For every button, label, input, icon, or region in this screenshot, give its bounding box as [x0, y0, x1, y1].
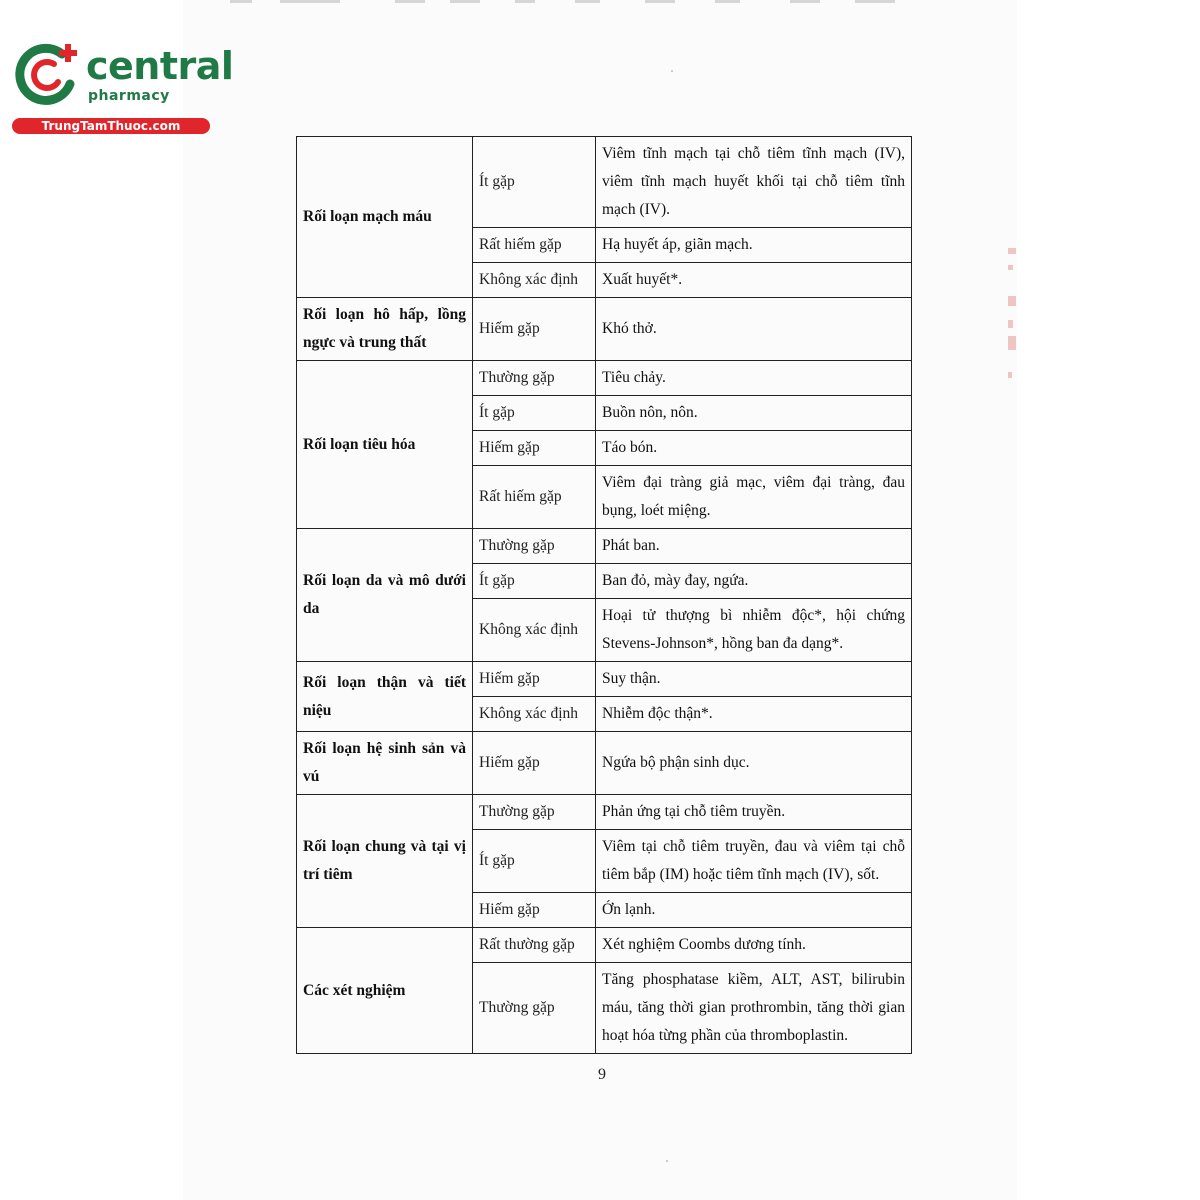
effect-cell: Xuất huyết*. [596, 263, 912, 298]
scan-top-edge [230, 0, 1020, 3]
table-row [297, 361, 912, 396]
organ-class-cell: Rối loạn hệ sinh sản và vú [297, 732, 473, 795]
effect-cell: Phản ứng tại chỗ tiêm truyền. [596, 795, 912, 830]
effect-cell: Viêm đại tràng giả mạc, viêm đại tràng, đau bụng, loét miệng. [596, 466, 912, 529]
effect-cell: Viêm tại chỗ tiêm truyền, đau và viêm tại chỗ tiêm bắp (IM) hoặc tiêm tĩnh mạch (IV), sốt. [596, 830, 912, 893]
red-stamp-mark [1008, 336, 1016, 350]
frequency-cell: Ít gặp [473, 830, 596, 893]
frequency-cell: Hiếm gặp [473, 893, 596, 928]
organ-class-cell: Các xét nghiệm [297, 928, 473, 1054]
red-stamp-mark [1008, 265, 1013, 270]
effect-cell: Hạ huyết áp, giãn mạch. [596, 228, 912, 263]
frequency-cell: Ít gặp [473, 564, 596, 599]
frequency-cell: Rất thường gặp [473, 928, 596, 963]
effect-cell: Ớn lạnh. [596, 893, 912, 928]
effect-cell: Táo bón. [596, 431, 912, 466]
frequency-cell: Không xác định [473, 599, 596, 662]
frequency-cell: Ít gặp [473, 396, 596, 431]
effect-cell: Hoại tử thượng bì nhiễm độc*, hội chứng Stevens-Johnson*, hồng ban đa dạng*. [596, 599, 912, 662]
frequency-cell: Thường gặp [473, 963, 596, 1054]
table-row [297, 732, 912, 795]
organ-class-cell: Rối loạn mạch máu [297, 137, 473, 298]
effect-cell: Xét nghiệm Coombs dương tính. [596, 928, 912, 963]
frequency-cell: Hiếm gặp [473, 298, 596, 361]
organ-class-cell: Rối loạn thận và tiết niệu [297, 662, 473, 732]
red-stamp-mark [1008, 248, 1016, 254]
effect-cell: Viêm tĩnh mạch tại chỗ tiêm tĩnh mạch (IV), viêm tĩnh mạch huyết khối tại chỗ tiêm tĩnh mạch (IV). [596, 137, 912, 228]
table-row [297, 529, 912, 564]
logo-subtitle: pharmacy [88, 88, 170, 104]
red-stamp-mark [1008, 296, 1016, 306]
effect-cell: Buồn nôn, nôn. [596, 396, 912, 431]
organ-class-cell: Rối loạn chung và tại vị trí tiêm [297, 795, 473, 928]
organ-class-cell: Rối loạn da và mô dưới da [297, 529, 473, 662]
effect-cell: Khó thở. [596, 298, 912, 361]
red-stamp-mark [1008, 372, 1012, 378]
red-stamp-mark [1008, 320, 1013, 328]
frequency-cell: Thường gặp [473, 529, 596, 564]
frequency-cell: Hiếm gặp [473, 431, 596, 466]
organ-class-cell: Rối loạn hô hấp, lồng ngực và trung thất [297, 298, 473, 361]
logo-website-badge: TrungTamThuoc.com [12, 118, 210, 134]
effect-cell: Ban đỏ, mày đay, ngứa. [596, 564, 912, 599]
table-row [297, 298, 912, 361]
effect-cell: Nhiễm độc thận*. [596, 697, 912, 732]
organ-class-cell: Rối loạn tiêu hóa [297, 361, 473, 529]
adverse-effects-table [296, 136, 912, 1054]
table-row [297, 137, 912, 228]
frequency-cell: Hiếm gặp [473, 662, 596, 697]
frequency-cell: Ít gặp [473, 137, 596, 228]
frequency-cell: Rất hiếm gặp [473, 466, 596, 529]
frequency-cell: Không xác định [473, 697, 596, 732]
table-row [297, 928, 912, 963]
page-number: 9 [598, 1066, 606, 1083]
frequency-cell: Hiếm gặp [473, 732, 596, 795]
central-pharmacy-logo [10, 38, 234, 138]
logo-wordmark: central [86, 44, 234, 88]
frequency-cell: Không xác định [473, 263, 596, 298]
frequency-cell: Rất hiếm gặp [473, 228, 596, 263]
table-row [297, 795, 912, 830]
effect-cell: Suy thận. [596, 662, 912, 697]
frequency-cell: Thường gặp [473, 361, 596, 396]
effect-cell: Ngứa bộ phận sinh dục. [596, 732, 912, 795]
effect-cell: Tăng phosphatase kiềm, ALT, AST, bilirubin máu, tăng thời gian prothrombin, tăng thời gian hoạt hóa từng phần của thromboplastin. [596, 963, 912, 1054]
scan-speck [666, 1160, 668, 1162]
scan-speck [671, 70, 673, 72]
pharmacy-cross-icon [10, 38, 82, 110]
table-row [297, 662, 912, 697]
frequency-cell: Thường gặp [473, 795, 596, 830]
effect-cell: Phát ban. [596, 529, 912, 564]
effect-cell: Tiêu chảy. [596, 361, 912, 396]
